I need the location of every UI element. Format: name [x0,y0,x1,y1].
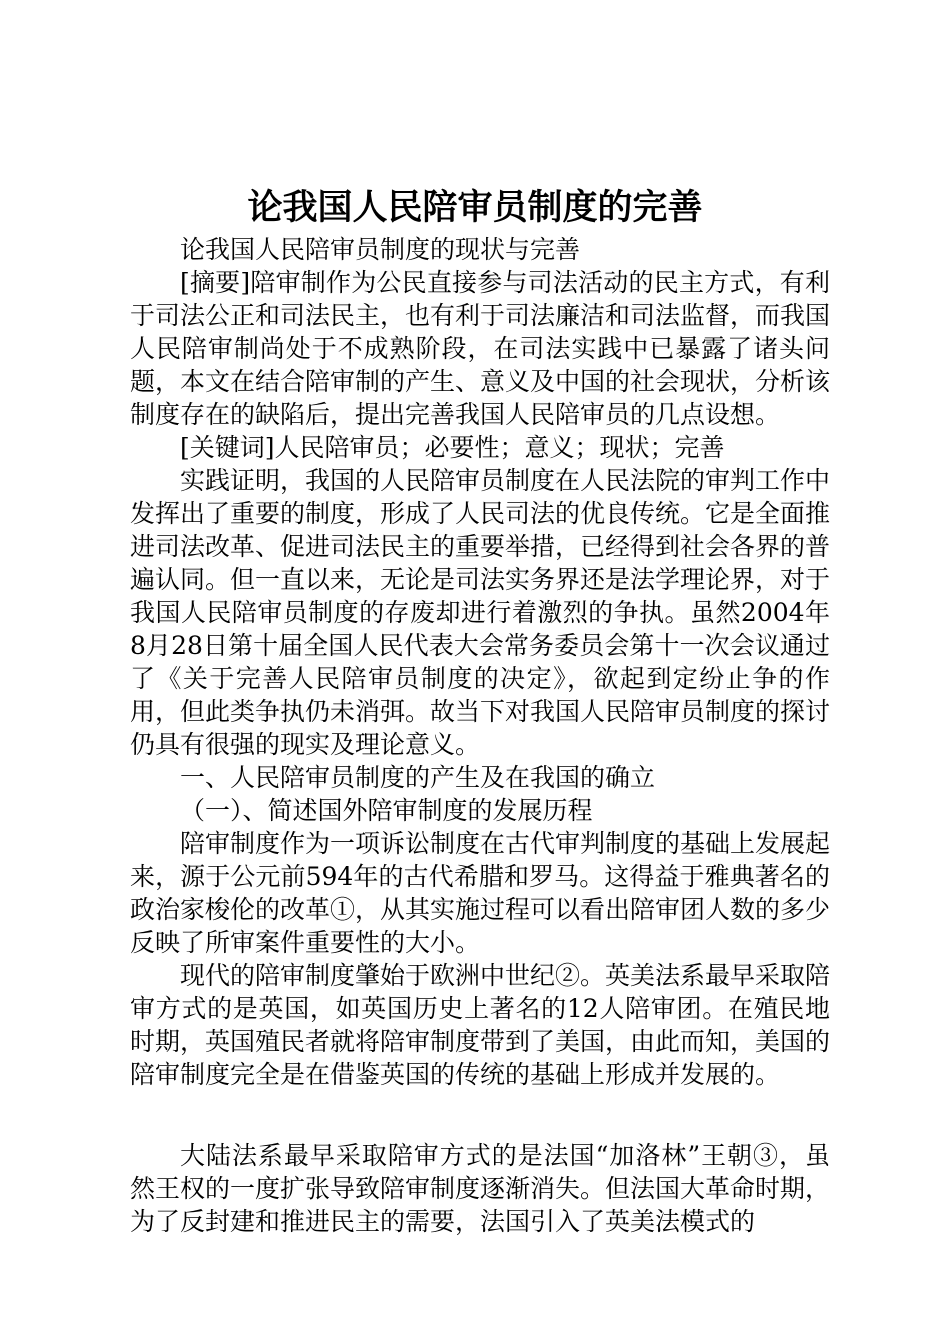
document-title: 论我国人民陪审员制度的完善 [247,187,703,228]
abstract-paragraph: [摘要]陪审制作为公民直接参与司法活动的民主方式，有利于司法公正和司法民主，也有利于司法廉洁和司法监督，而我国人民陪审制尚处于不成熟阶段，在司法实践中已暴露了诸头问题，本文在结合陪审制的产生、意义及中国的社会现状，分析该制度存在的缺陷后，提出完善我国人民陪审员的几点设想。 [130,268,831,429]
paragraph-spacer [130,1091,830,1139]
body-paragraph-origin: 陪审制度作为一项诉讼制度在古代审判制度的基础上发展起来，源于公元前594年的古代希腊和罗马。这得益于雅典著名的政治家梭伦的改革①，从其实施过程可以看出陪审团人数的多少反映了所审案件重要性的大小。 [130,829,831,957]
body-paragraph-modern: 现代的陪审制度肇始于欧洲中世纪②。英美法系最早采取陪审方式的是英国，如英国历史上著名的12人陪审团。在殖民地时期，英国殖民者就将陪审制度带到了美国，由此而知，美国的陪审制度完全是在借鉴英国的传统的基础上形成并发展的。 [130,961,831,1089]
subtitle-paragraph: 论我国人民陪审员制度的现状与完善 [180,235,581,264]
subsection-heading-1: （一）、简述国外陪审制度的发展历程 [180,796,593,825]
section-heading-1: 一、人民陪审员制度的产生及在我国的确立 [180,763,656,792]
keywords-paragraph: [关键词]人民陪审员；必要性；意义；现状；完善 [180,433,725,462]
document-body [130,233,830,1238]
intro-paragraph: 实践证明，我国的人民陪审员制度在人民法院的审判工作中发挥出了重要的制度，形成了人民司法的优良传统。它是全面推进司法改革、促进司法民主的重要举措，已经得到社会各界的普遍认同。但一直以来，无论是司法实务界还是法学理论界，对于我国人民陪审员制度的存废却进行着激烈的争执。虽然2004年8月28日第十届全国人民代表大会常务委员会第十一次会议通过了《关于完善人民陪审员制度的决定》，欲起到定纷止争的作用，但此类争执仍未消弭。故当下对我国人民陪审员制度的探讨仍具有很强的现实及理论意义。 [130,466,831,759]
body-paragraph-continental: 大陆法系最早采取陪审方式的是法国“加洛林”王朝③，虽然王权的一度扩张导致陪审制度逐渐消失。但法国大革命时期，为了反封建和推进民主的需要，法国引入了英美法模式的 [130,1141,831,1236]
